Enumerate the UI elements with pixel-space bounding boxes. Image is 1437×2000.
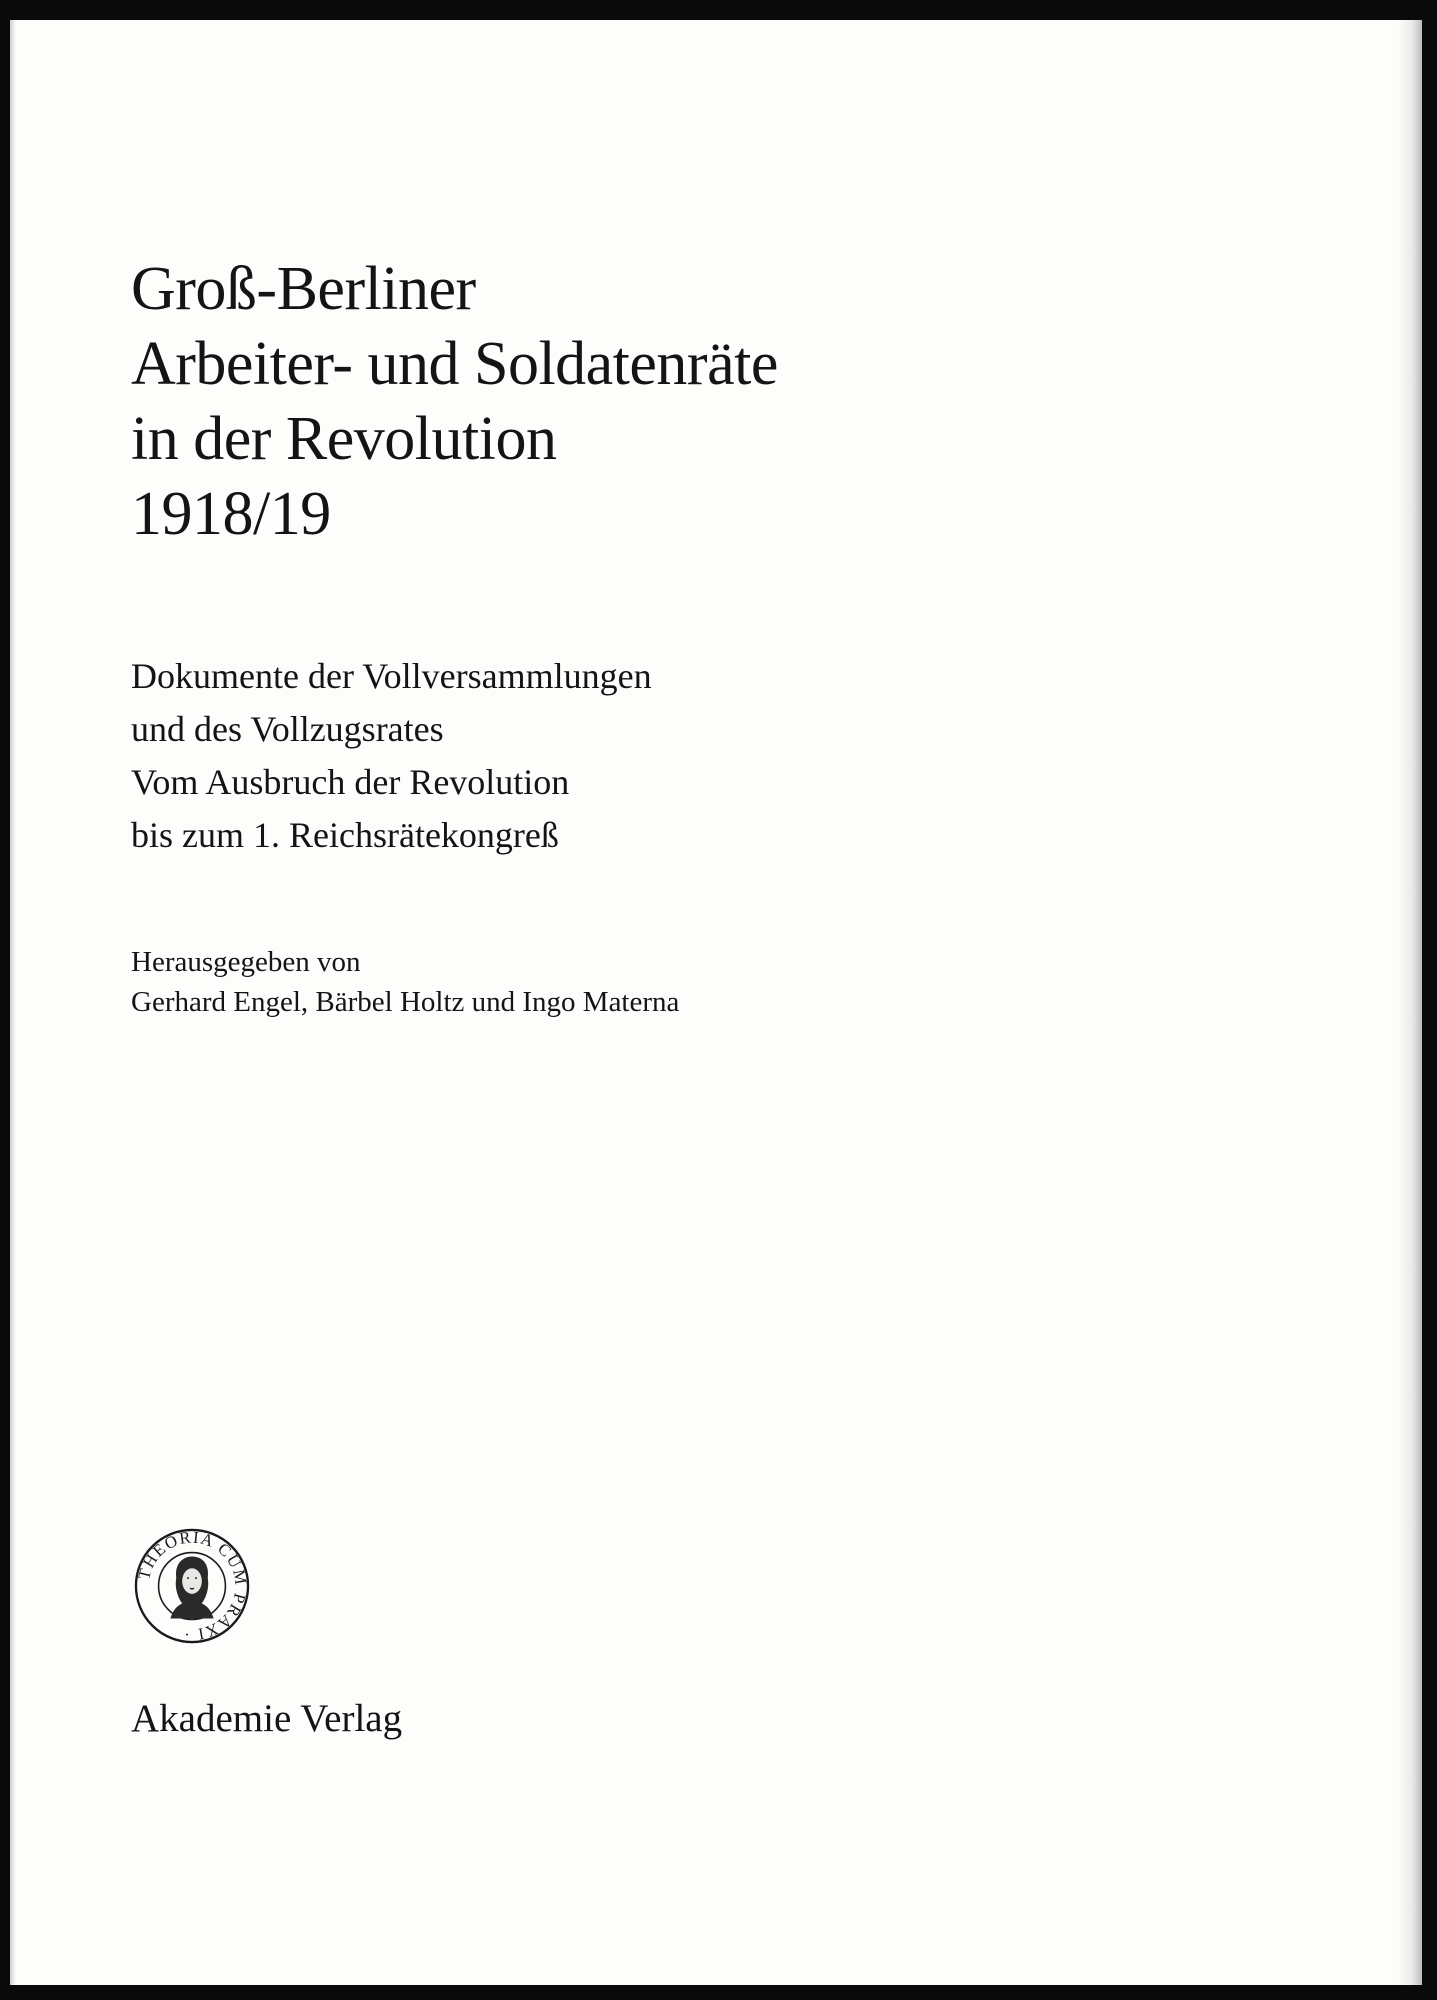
- subtitle-line-4: bis zum 1. Reichsrätekongreß: [131, 815, 559, 855]
- title-line-3: in der Revolution: [131, 405, 557, 473]
- title-page: [10, 20, 1422, 1985]
- subtitle-line-3: Vom Ausbruch der Revolution: [131, 762, 570, 802]
- book-subtitle: [131, 650, 1131, 862]
- title-line-1: Groß-Berliner: [131, 255, 476, 323]
- publisher-seal-logo: [133, 1527, 251, 1645]
- editors-credit: [131, 942, 1131, 1022]
- page-edge-shadow-left: [10, 20, 16, 1985]
- title-line-4: 1918/19: [131, 480, 331, 548]
- subtitle-line-1: Dokumente der Vollversammlungen: [131, 656, 652, 696]
- page-edge-shadow-right: [1398, 20, 1422, 1985]
- title-line-2: Arbeiter- und Soldatenräte: [131, 330, 778, 398]
- svg-text:THEORIA CUM PRAXI ·: THEORIA CUM PRAXI ·: [134, 1527, 251, 1645]
- editors-names: Gerhard Engel, Bärbel Holtz und Ingo Materna: [131, 986, 680, 1018]
- subtitle-line-2: und des Vollzugsrates: [131, 709, 444, 749]
- editors-label: Herausgegeben von: [131, 946, 361, 978]
- portrait-icon: [170, 1557, 213, 1619]
- book-title: [131, 252, 1131, 552]
- publisher-name: Akademie Verlag: [131, 1697, 403, 1740]
